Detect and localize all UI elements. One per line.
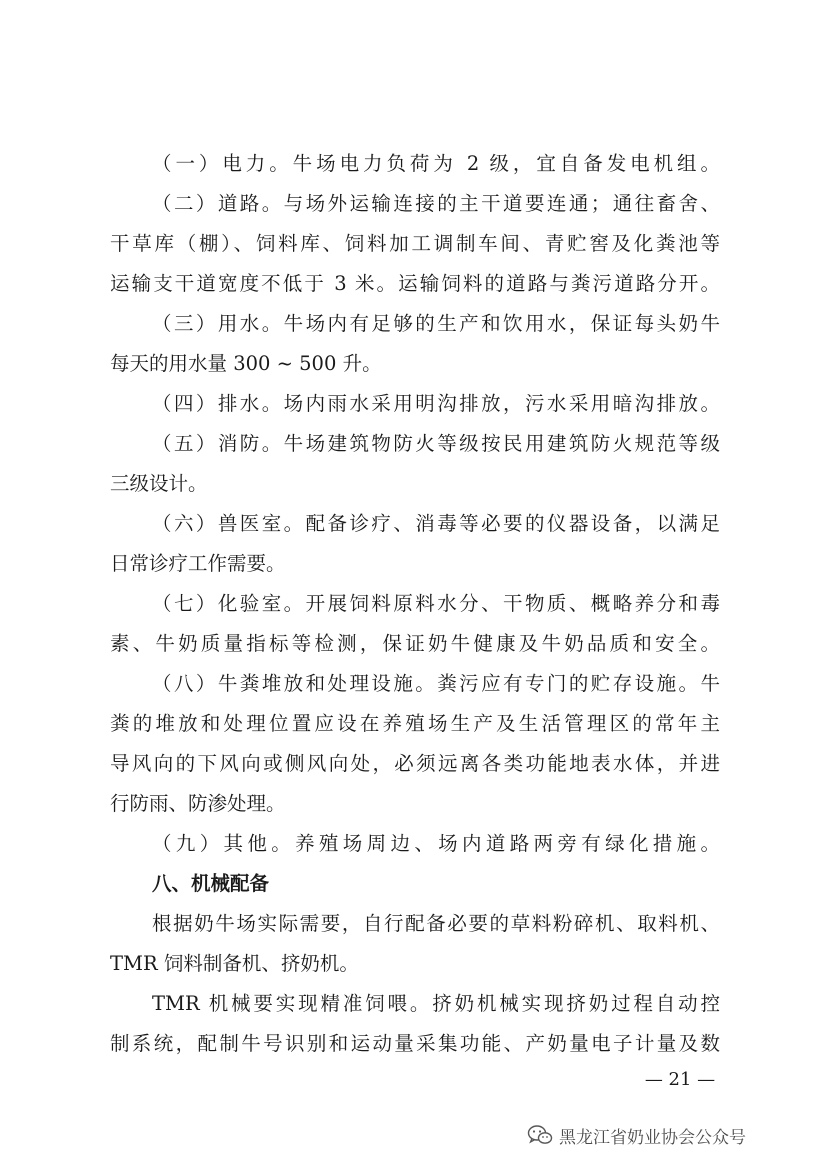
section-heading: 八、机械配备 [152,872,270,895]
paragraph-line: （一）电力。牛场电力负荷为 2 级，宜自备发电机组。 [152,152,720,175]
paragraph-line: （四）排水。场内雨水采用明沟排放，污水采用暗沟排放。 [152,392,720,415]
paragraph-line: （六）兽医室。配备诊疗、消毒等必要的仪器设备，以满足 [152,512,720,535]
paragraph-line: 素、牛奶质量指标等检测，保证奶牛健康及牛奶品质和安全。 [110,632,720,655]
paragraph-line: 粪的堆放和处理位置应设在养殖场生产及生活管理区的常年主 [110,712,720,735]
paragraph-line: 干草库（棚）、饲料库、饲料加工调制车间、青贮窖及化粪池等 [110,232,720,255]
paragraph-line: 每天的用水量 300 ~ 500 升。 [110,352,382,375]
paragraph-line: 日常诊疗工作需要。 [110,552,286,575]
paragraph-line: （八）牛粪堆放和处理设施。粪污应有专门的贮存设施。牛 [152,672,720,695]
paragraph-line: （五）消防。牛场建筑物防火等级按民用建筑防火规范等级 [152,432,720,455]
paragraph-line: （二）道路。与场外运输连接的主干道要连通；通往畜舍、 [152,192,720,215]
paragraph-line: （三）用水。牛场内有足够的生产和饮用水，保证每头奶牛 [152,312,720,335]
paragraph-line: 三级设计。 [110,472,208,495]
paragraph-line: 根据奶牛场实际需要，自行配备必要的草料粉碎机、取料机、 [152,912,720,935]
page-number: — 21 — [644,1069,716,1090]
paragraph-line: 制系统，配制牛号识别和运动量采集功能、产奶量电子计量及数 [110,1032,720,1055]
watermark-text: 黑龙江省奶业协会公众号 [559,1127,746,1148]
paragraph-line: （九）其他。养殖场周边、场内道路两旁有绿化措施。 [152,832,720,855]
watermark [527,1120,746,1150]
paragraph-line: （七）化验室。开展饲料原料水分、干物质、概略养分和毒 [152,592,720,615]
paragraph-line: 运输支干道宽度不低于 3 米。运输饲料的道路与粪污道路分开。 [110,272,720,295]
paragraph-line: 导风向的下风向或侧风向处，必须远离各类功能地表水体，并进 [110,752,720,775]
wechat-icon [527,1124,553,1146]
paragraph-line: 行防雨、防渗处理。 [110,792,286,815]
paragraph-line: TMR 饲料制备机、挤奶机。 [110,952,359,975]
paragraph-line: TMR 机械要实现精准饲喂。挤奶机械实现挤奶过程自动控 [152,992,720,1015]
